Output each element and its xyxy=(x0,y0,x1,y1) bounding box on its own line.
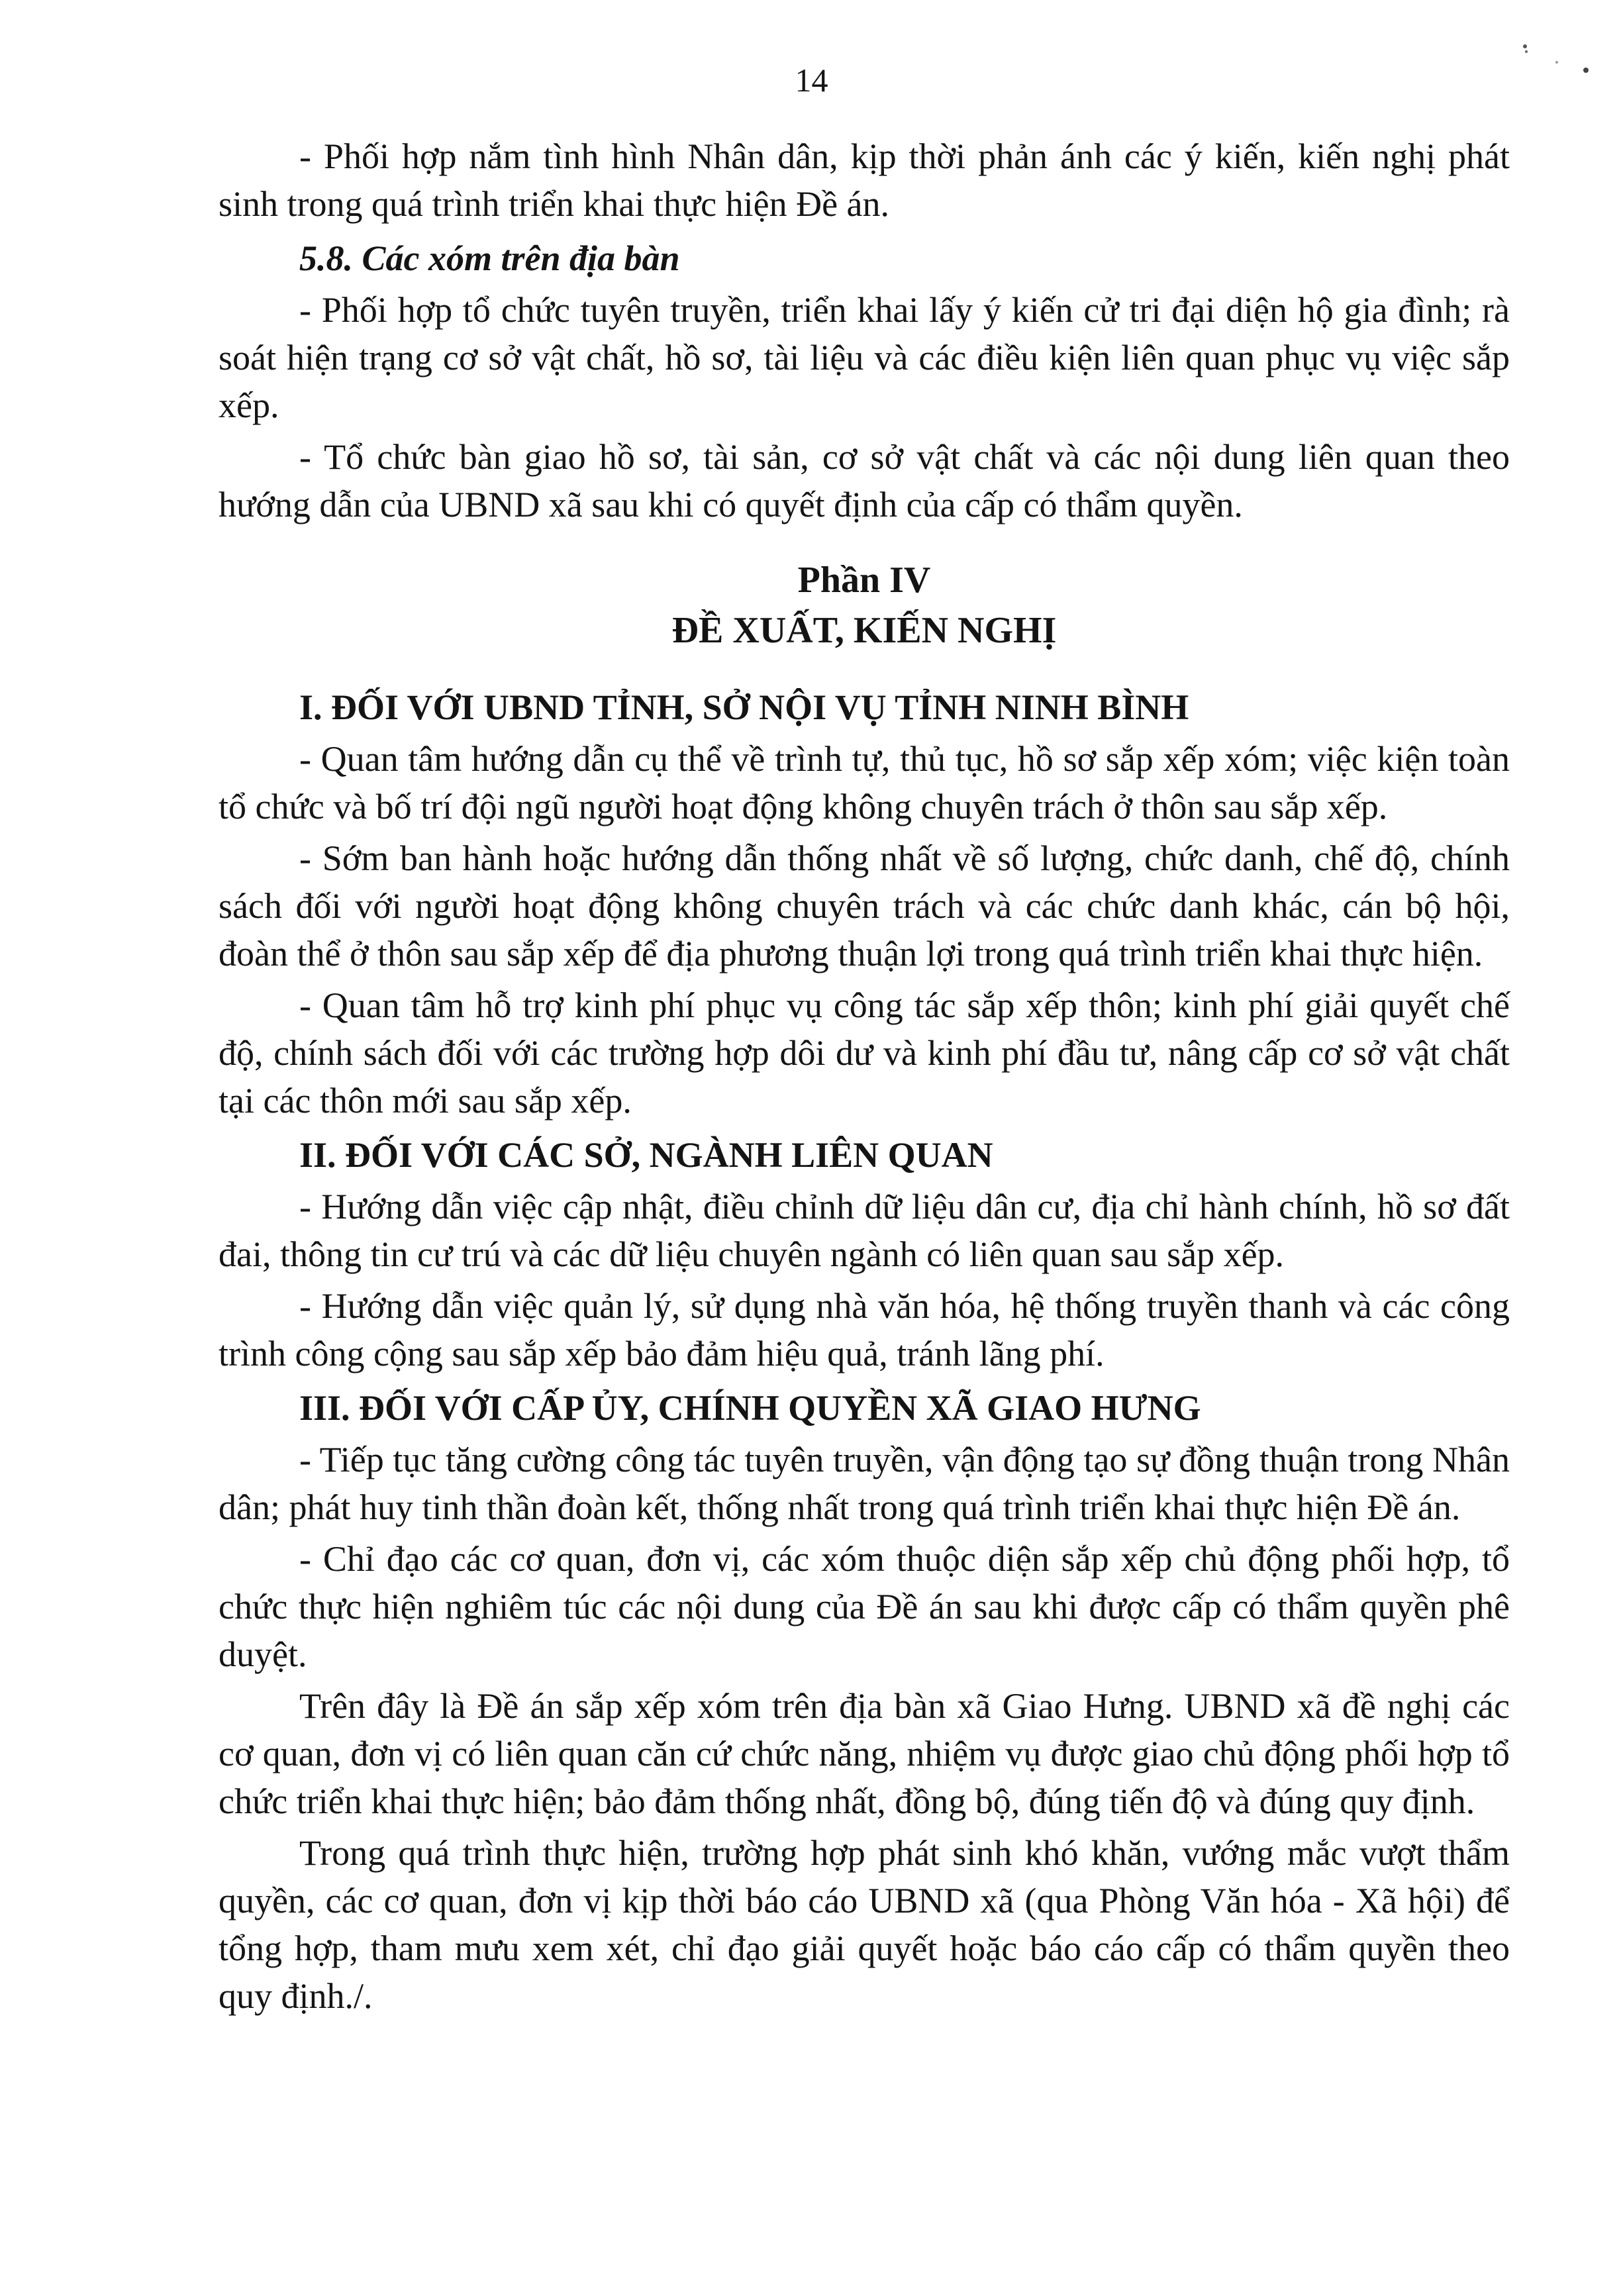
closing-paragraph: Trong quá trình thực hiện, trường hợp phát sinh khó khăn, vướng mắc vượt thẩm quyền, các cơ quan, đơn vị kịp thời báo cáo UBND xã (qua Phòng Văn hóa - Xã hội) để tổng hợp, tham mưu xem xét, chỉ đạo giải quyết hoặc báo cáo cấp có thẩm quyền theo quy định./. xyxy=(219,1833,1510,2016)
paragraph: - Quan tâm hướng dẫn cụ thể về trình tự, thủ tục, hồ sơ sắp xếp xóm; việc kiện toàn tổ chức và bố trí đội ngũ người hoạt động không chuyên trách ở thôn sau sắp xếp. xyxy=(219,739,1510,826)
closing-paragraph: Trên đây là Đề án sắp xếp xóm trên địa bàn xã Giao Hưng. UBND xã đề nghị các cơ quan, đơn vị có liên quan căn cứ chức năng, nhiệm vụ được giao chủ động phối hợp tổ chức triển khai thực hiện; bảo đảm thống nhất, đồng bộ, đúng tiến độ và đúng quy định. xyxy=(219,1686,1510,1821)
paragraph: - Phối hợp tổ chức tuyên truyền, triển khai lấy ý kiến cử tri đại diện hộ gia đình; rà soát hiện trạng cơ sở vật chất, hồ sơ, tài liệu và các điều kiện liên quan phục vụ việc sắp xếp. xyxy=(219,290,1510,425)
paragraph: - Chỉ đạo các cơ quan, đơn vị, các xóm thuộc diện sắp xếp chủ động phối hợp, tổ chức thực hiện nghiêm túc các nội dung của Đề án sau khi được cấp có thẩm quyền phê duyệt. xyxy=(219,1539,1510,1674)
paragraph: - Quan tâm hỗ trợ kinh phí phục vụ công tác sắp xếp thôn; kinh phí giải quyết chế độ, chính sách đối với các trường hợp dôi dư và kinh phí đầu tư, nâng cấp cơ sở vật chất tại các thôn mới sau sắp xếp. xyxy=(219,985,1510,1121)
section-heading-5-8: 5.8. Các xóm trên địa bàn xyxy=(299,238,680,278)
paragraph: - Tiếp tục tăng cường công tác tuyên truyền, vận động tạo sự đồng thuận trong Nhân dân; phát huy tinh thần đoàn kết, thống nhất trong quá trình triển khai thực hiện Đề án. xyxy=(219,1440,1510,1527)
page-number: 14 xyxy=(795,62,828,99)
paragraph: - Tổ chức bàn giao hồ sơ, tài sản, cơ sở vật chất và các nội dung liên quan theo hướng dẫn của UBND xã sau khi có quyết định của cấp có thẩm quyền. xyxy=(219,437,1510,524)
part-subtitle: ĐỀ XUẤT, KIẾN NGHỊ xyxy=(671,610,1057,651)
document-body xyxy=(219,132,1510,2024)
section-heading-2: II. ĐỐI VỚI CÁC SỞ, NGÀNH LIÊN QUAN xyxy=(299,1135,993,1175)
section-heading-1: I. ĐỐI VỚI UBND TỈNH, SỞ NỘI VỤ TỈNH NINH BÌNH xyxy=(299,687,1189,727)
paragraph: - Phối hợp nắm tình hình Nhân dân, kịp thời phản ánh các ý kiến, kiến nghị phát sinh trong quá trình triển khai thực hiện Đề án. xyxy=(219,136,1510,224)
paragraph: - Hướng dẫn việc quản lý, sử dụng nhà văn hóa, hệ thống truyền thanh và các công trình công cộng sau sắp xếp bảo đảm hiệu quả, tránh lãng phí. xyxy=(219,1286,1510,1373)
paragraph: - Hướng dẫn việc cập nhật, điều chỉnh dữ liệu dân cư, địa chỉ hành chính, hồ sơ đất đai, thông tin cư trú và các dữ liệu chuyên ngành có liên quan sau sắp xếp. xyxy=(219,1187,1510,1274)
part-title: Phần IV xyxy=(797,560,931,601)
section-heading-3: III. ĐỐI VỚI CẤP ỦY, CHÍNH QUYỀN XÃ GIAO HƯNG xyxy=(299,1388,1201,1428)
paragraph: - Sớm ban hành hoặc hướng dẫn thống nhất về số lượng, chức danh, chế độ, chính sách đối với người hoạt động không chuyên trách và các chức danh khác, cán bộ hội, đoàn thể ở thôn sau sắp xếp để địa phương thuận lợi trong quá trình triển khai thực hiện. xyxy=(219,838,1510,973)
